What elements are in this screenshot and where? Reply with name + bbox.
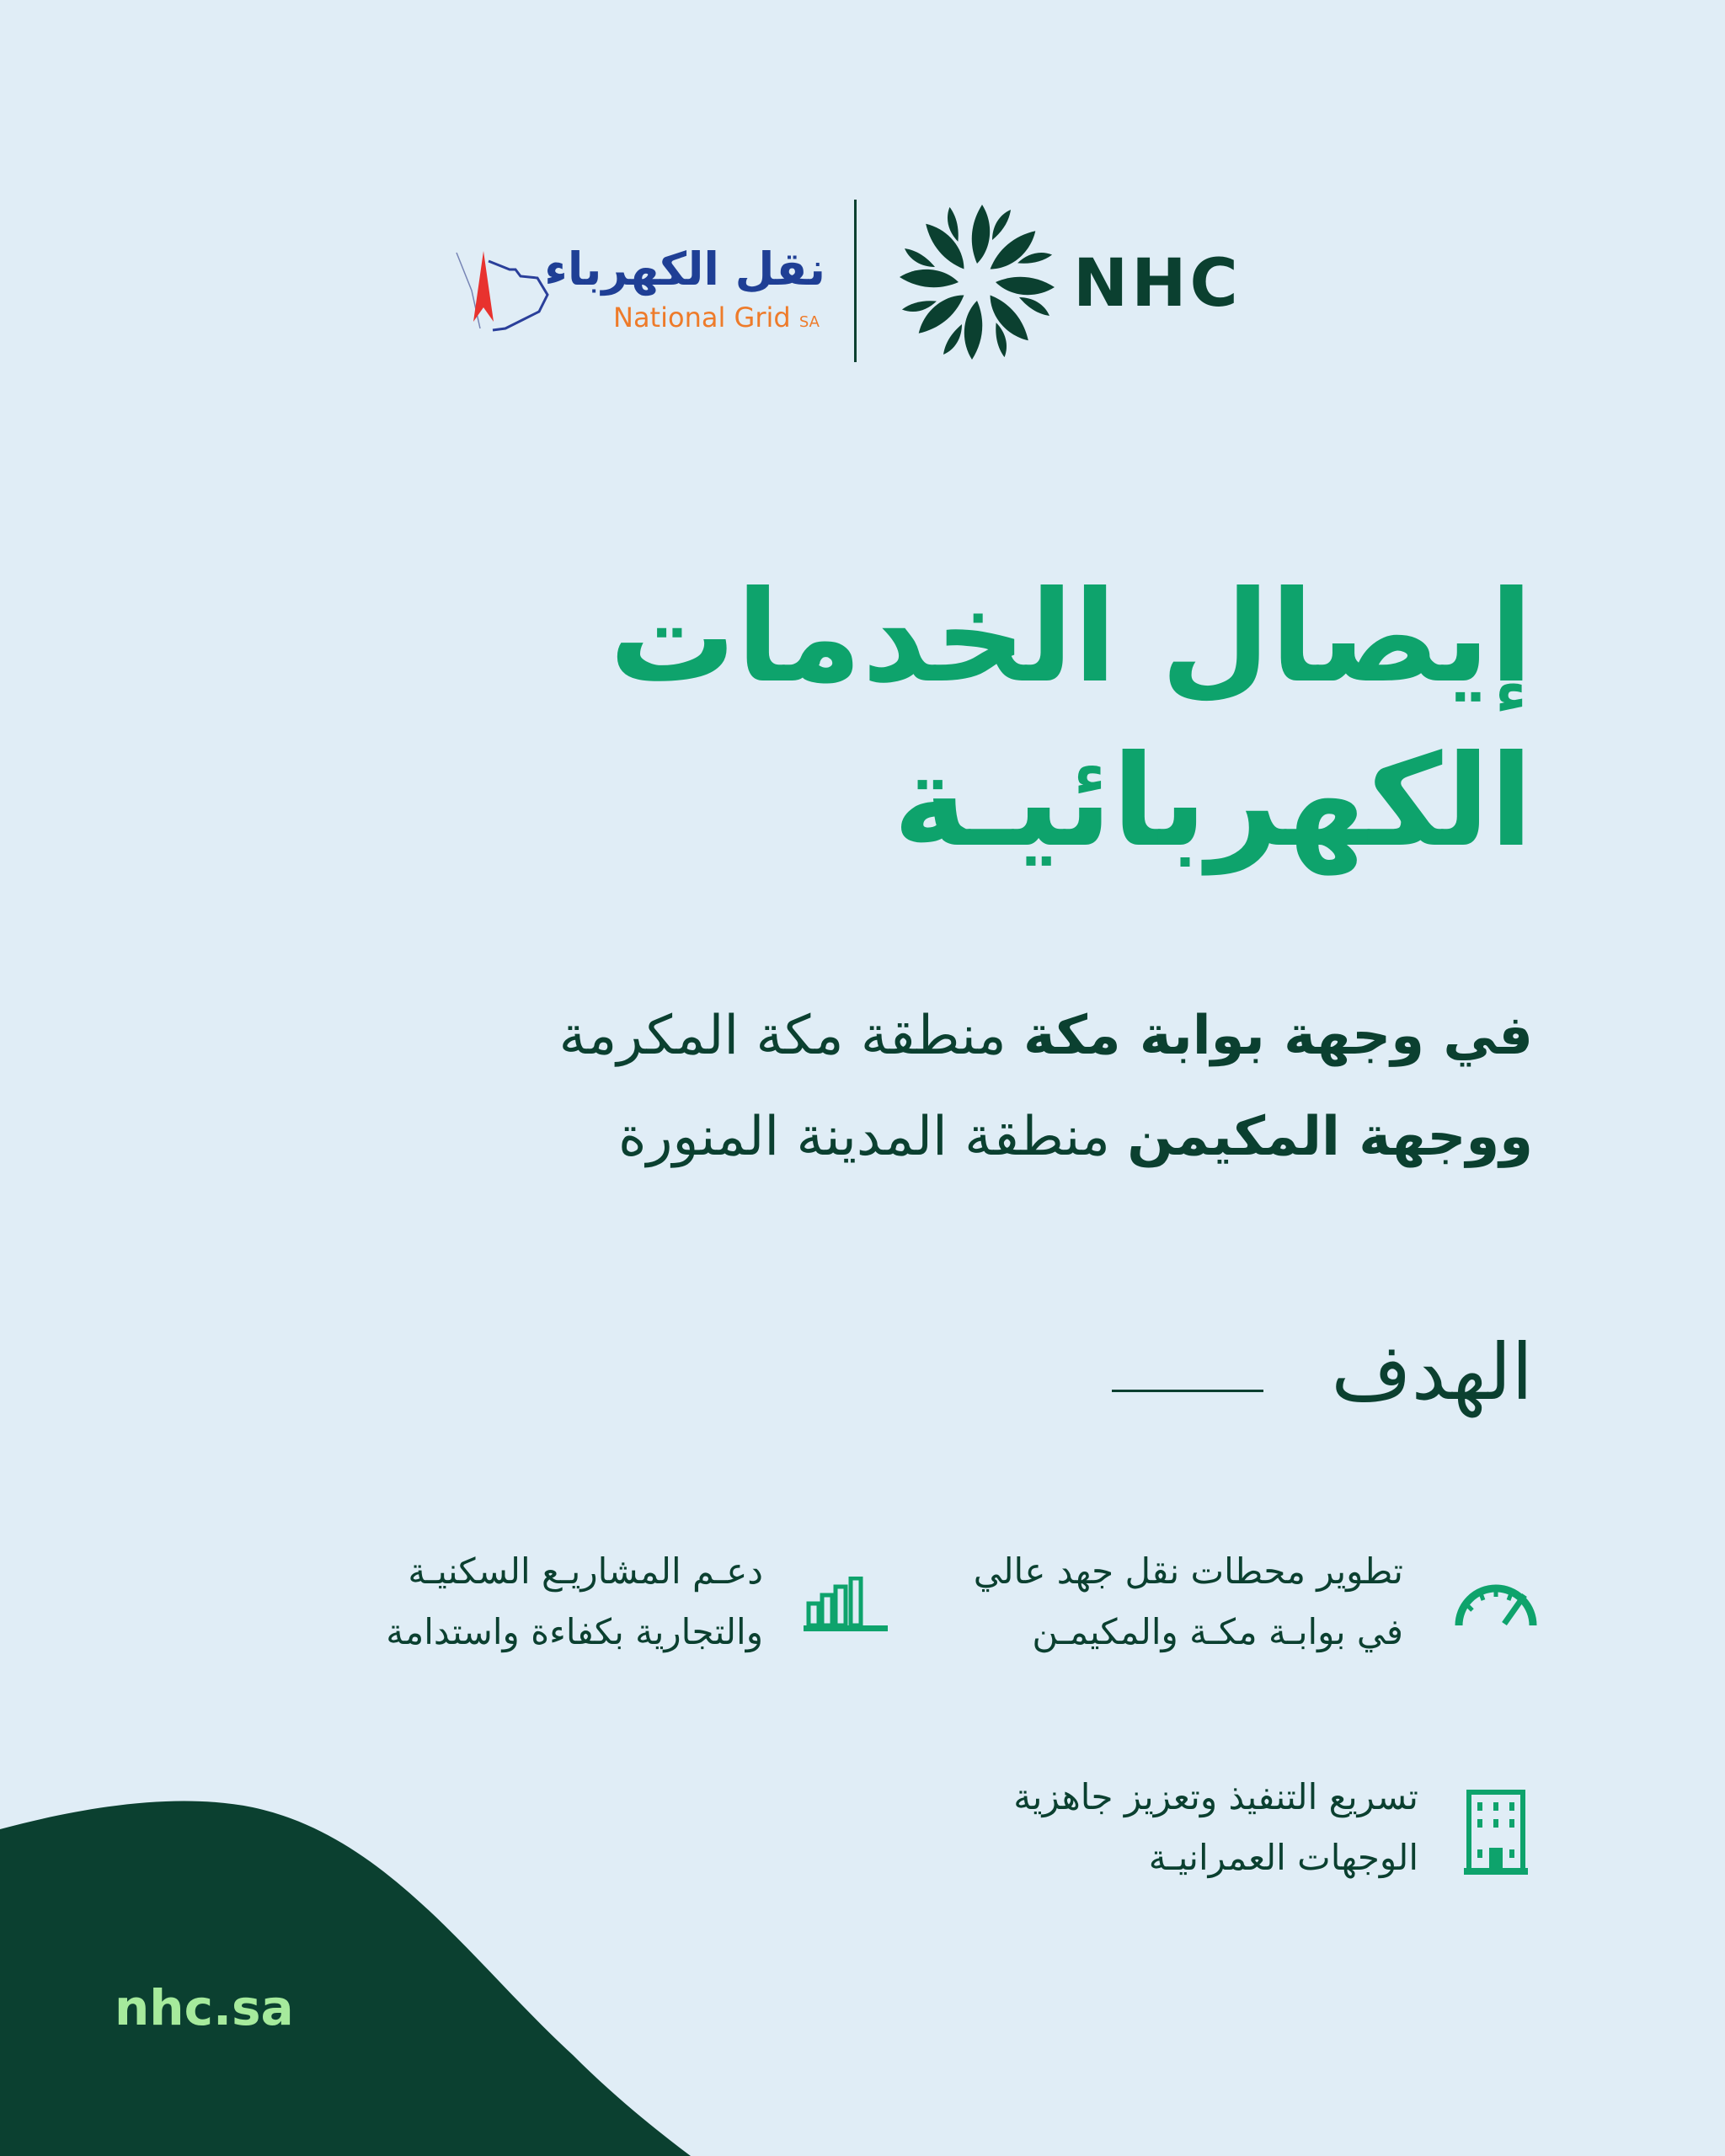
goal-2-line-1: دعـم المشاريـع السكنيـة: [408, 1550, 763, 1592]
goal-heading-line: [1112, 1390, 1263, 1392]
subtitle-line-2: [101, 1086, 1533, 1187]
logo-divider: [854, 200, 857, 362]
title-line-2: الكهربائيـة: [893, 728, 1533, 875]
nhc-logo-text: NHC: [1073, 246, 1242, 322]
goal-item-1: [974, 1541, 1403, 1662]
national-grid-arabic-name: نقل الكهرباء: [544, 243, 825, 296]
goal-3-line-2: الوجهات العمرانيـة: [1148, 1837, 1418, 1878]
national-grid-suffix: SA: [798, 313, 820, 331]
subtitle-line-1: [101, 985, 1533, 1086]
national-grid-english-name: [613, 302, 820, 334]
subtitle-line-1-bold: في وجهة بوابة مكة: [1023, 1005, 1533, 1067]
goal-item-3: [1013, 1767, 1418, 1888]
subtitle-line-1-rest: منطقة مكة المكرمة: [558, 1005, 1007, 1067]
website-link[interactable]: nhc.sa: [115, 1979, 294, 2036]
subtitle-line-2-bold: ووجهة المكيمن: [1127, 1106, 1533, 1168]
page-title: [354, 556, 1533, 884]
goal-heading: الهدف: [1331, 1327, 1533, 1417]
goal-1-line-2: في بوابـة مكـة والمكيمـن: [1032, 1611, 1403, 1652]
gauge-icon: [1454, 1580, 1538, 1627]
national-grid-english-text: National Grid: [613, 302, 791, 334]
nhc-leaf-emblem-icon: [895, 200, 1060, 365]
goal-1-line-1: تطوير محطات نقل جهد عالي: [973, 1550, 1403, 1592]
building-icon: [1464, 1789, 1528, 1875]
title-line-1: إيصال الخدمات: [609, 564, 1533, 711]
goal-item-2: [386, 1541, 763, 1662]
goal-2-line-2: والتجارية بكفاءة واستدامة: [386, 1611, 763, 1652]
bar-chart-icon: [804, 1577, 888, 1632]
subtitle: [101, 985, 1533, 1187]
subtitle-line-2-rest: منطقة المدينة المنورة: [618, 1106, 1110, 1168]
national-grid-logo: [455, 244, 825, 345]
goal-3-line-1: تسريع التنفيذ وتعزيز جاهزية: [1013, 1776, 1418, 1817]
